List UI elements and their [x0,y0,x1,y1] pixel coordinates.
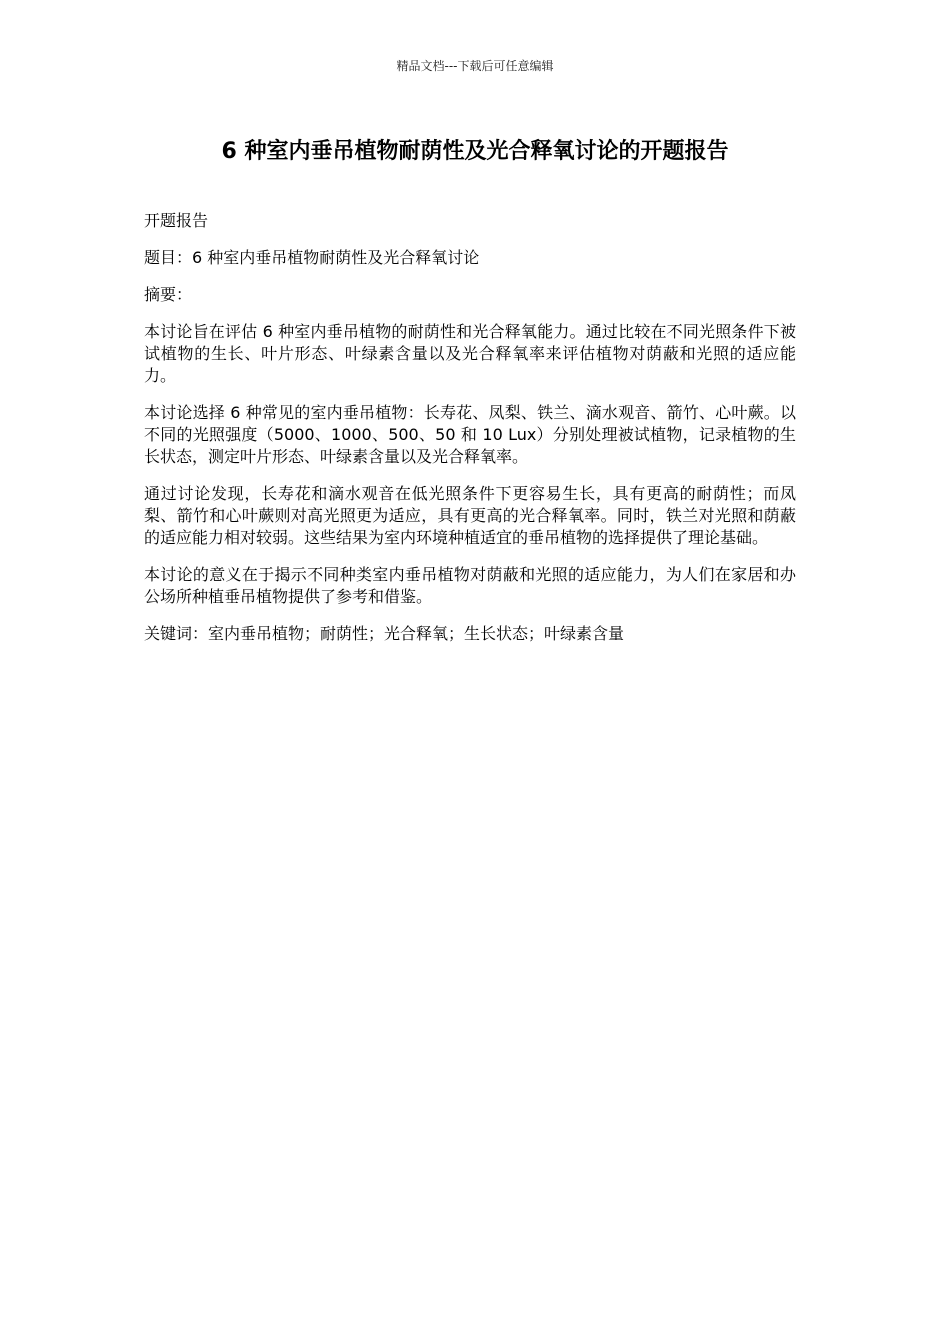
abstract-paragraph-significance: 本讨论的意义在于揭示不同种类室内垂吊植物对荫蔽和光照的适应能力，为人们在家居和办公场所种植垂吊植物提供了参考和借鉴。 [144,565,796,606]
keywords-line: 关键词：室内垂吊植物；耐荫性；光合释氧；生长状态；叶绿素含量 [144,624,625,643]
document-body [144,210,796,660]
abstract-paragraph-results: 通过讨论发现，长寿花和滴水观音在低光照条件下更容易生长，具有更高的耐荫性；而凤梨、箭竹和心叶蕨则对高光照更为适应，具有更高的光合释氧率。同时，铁兰对光照和荫蔽的适应能力相对较弱。这些结果为室内环境种植适宜的垂吊植物的选择提供了理论基础。 [144,484,796,547]
document-title: 6 种室内垂吊植物耐荫性及光合释氧讨论的开题报告 [221,139,729,164]
abstract-label: 摘要： [144,285,193,304]
section-label-report: 开题报告 [144,211,209,230]
abstract-paragraph-purpose: 本讨论旨在评估 6 种室内垂吊植物的耐荫性和光合释氧能力。通过比较在不同光照条件下被试植物的生长、叶片形态、叶绿素含量以及光合释氧率来评估植物对荫蔽和光照的适应能力。 [144,322,796,385]
page-header-note: 精品文档---下载后可任意编辑 [396,59,554,73]
abstract-paragraph-method: 本讨论选择 6 种常见的室内垂吊植物：长寿花、凤梨、铁兰、滴水观音、箭竹、心叶蕨。以不同的光照强度（5000、1000、500、50 和 10 Lux）分别处理被试植物，记录植物的生长状态，测定叶片形态、叶绿素含量以及光合释氧率。 [144,403,796,466]
report-topic: 题目：6 种室内垂吊植物耐荫性及光合释氧讨论 [144,248,480,267]
